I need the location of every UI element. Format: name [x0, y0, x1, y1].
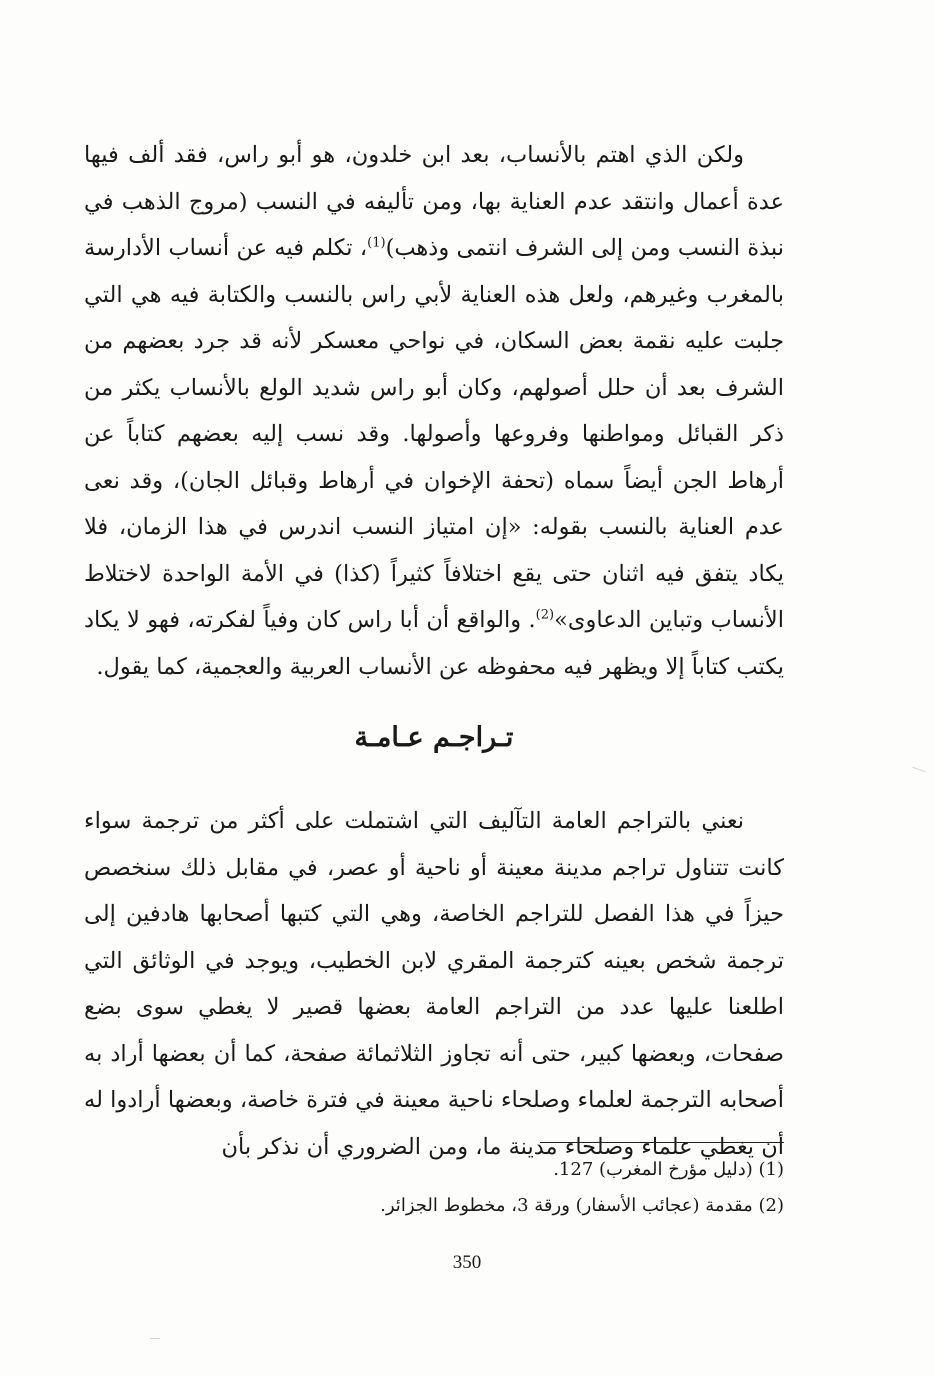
footnote-2: (2) مقدمة (عجائب الأسفار) ورقة 3، مخطوط الجزائر. — [380, 1195, 784, 1216]
footnote-ref-2: (2) — [535, 607, 555, 623]
paragraph-2-text: نعني بالتراجم العامة التآليف التي اشتملت على أكثر من ترجمة سواء كانت تتناول تراجم مدينة معينة أو ناحية أو عصر، في مقابل ذلك سنخصص حيزاً في هذا الفصل للتراجم الخاصة، وهي التي كتبها أصحابها هادفين إلى ترجمة شخص بعينه كترجمة المقري لابن الخطيب، ويوجد في الوثائق التي اطلعنا عليها عدد من التراجم العامة بعضها قصير لا يغطي سوى بضع صفحات، وبعضها كبير، حتى أنه تجاوز الثلاثمائة صفحة، كما أن بعضها أراد به أصحابه الترجمة لعلماء وصلحاء ناحية معينة في فترة خاصة، وبعضها أرادوا له أن يغطي علماء وصلحاء مدينة ما، ومن الضروري أن نذكر بأن — [84, 808, 784, 1160]
scan-speck — [912, 767, 925, 773]
body-paragraph-1 — [84, 132, 784, 690]
paragraph-1-text-a: ولكن الذي اهتم بالأنساب، بعد ابن خلدون، هو أبو راس، فقد ألف فيها عدة أعمال وانتقد عدم العناية بها، ومن تأليفه في النسب (مروج الذهب في نبذة النسب ومن إلى الشرف انتمى وذهب) — [84, 142, 784, 261]
paragraph-1-text-b: ، تكلم فيه عن أنساب الأدارسة بالمغرب وغيرهم، ولعل هذه العناية لأبي راس بالنسب والكتابة فيه هي التي جلبت عليه نقمة بعض السكان، في نواحي معسكر لأنه قد جرد بعضهم من الشرف بعد أن حلل أصولهم، وكان أبو راس شديد الولع بالأنساب يكثر من ذكر القبائل ومواطنها وفروعها وأصولها. وقد نسب إليه بعضهم كتاباً عن أرهاط الجن أيضاً سماه (تحفة الإخوان في أرهاط وقبائل الجان)، وقد نعى عدم العناية بالنسب بقوله: «إن امتياز النسب اندرس في هذا الزمان، فلا يكاد يتفق فيه اثنان حتى يقع اختلافاً كثيراً (كذا) في الأمة الواحدة لاختلاط الأنساب وتباين الدعاوى» — [84, 235, 784, 633]
footnote-1: (1) (دليل مؤرخ المغرب) 127. — [553, 1159, 784, 1180]
footnotes — [84, 1152, 784, 1224]
page-number: 350 — [452, 1252, 482, 1273]
section-heading: تـراجـم عـامـة — [354, 722, 514, 753]
body-paragraph-2 — [84, 798, 784, 1170]
footnote-ref-1: (1) — [367, 235, 386, 251]
footnote-separator — [540, 1142, 784, 1143]
paragraph-1-text-c: . والواقع أن أبا راس كان وفياً لفكرته، فهو لا يكاد يكتب كتاباً إلا ويظهر فيه محفوظه عن الأنساب العربية والعجمية، كما يقول. — [84, 607, 784, 680]
scan-speck — [150, 1338, 160, 1339]
